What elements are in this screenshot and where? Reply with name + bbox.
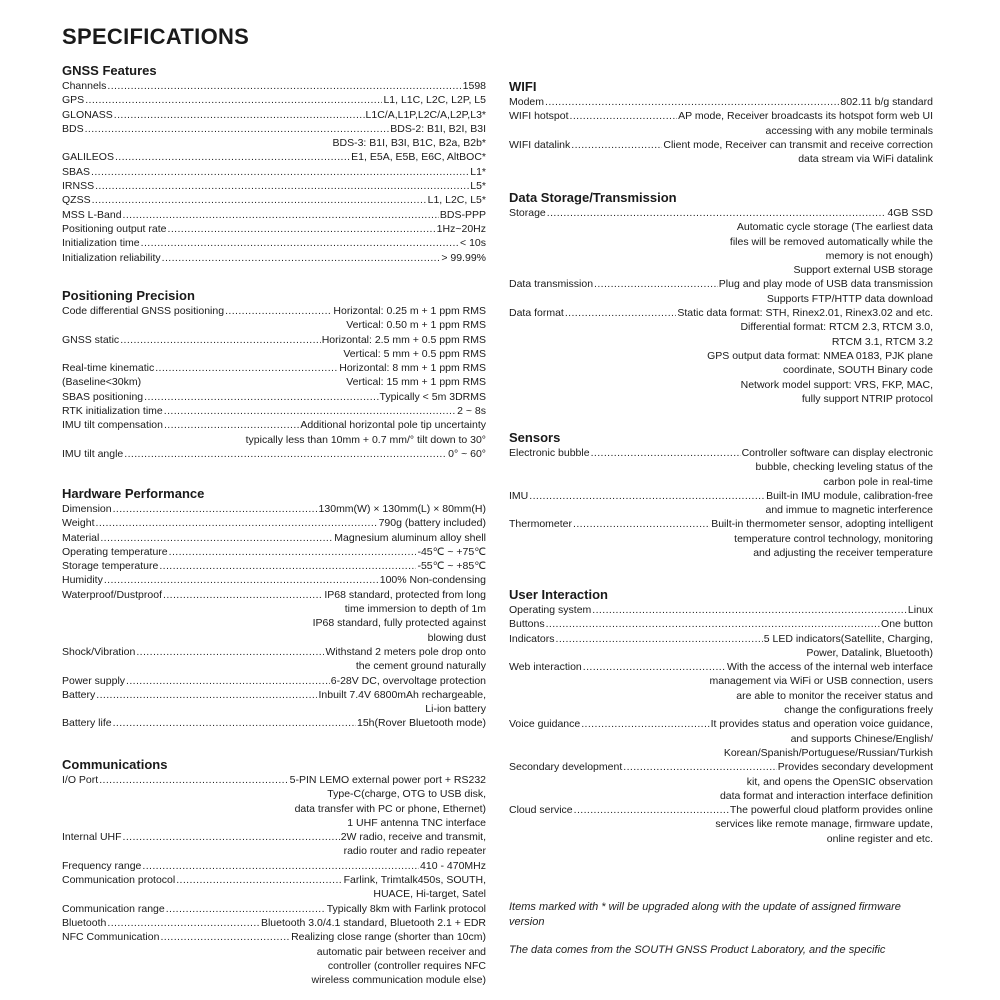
spec-row-power-supply <box>62 674 486 688</box>
spec-value: Withstand 2 meters pole drop onto <box>325 645 486 658</box>
spec-value-continued: automatic pair between receiver and <box>316 945 486 958</box>
spec-value: Farlink, Trimtalk450s, SOUTH, <box>343 874 486 887</box>
spec-value: Additional horizontal pole tip uncertainty <box>300 419 486 432</box>
leader-dots <box>124 447 447 461</box>
spec-label: Battery life <box>62 717 112 730</box>
spec-value-continued: change the configurations freely <box>784 704 933 717</box>
spec-value: 1Hz~20Hz <box>436 222 486 235</box>
spec-label: SBAS <box>62 165 91 178</box>
spec-value: 790g (battery included) <box>378 517 486 530</box>
leader-dots <box>100 531 333 545</box>
leader-dots <box>113 716 356 730</box>
footnote: The data comes from the SOUTH GNSS Product Laboratory, and the specific <box>509 944 886 956</box>
spec-value: BDS-PPP <box>439 208 486 221</box>
leader-dots <box>168 222 436 236</box>
spec-value: 2 ~ 8s <box>457 405 486 418</box>
spec-value: Built-in IMU module, calibration-free <box>766 489 933 502</box>
spec-value: Typically 8km with Farlink protocol <box>326 902 486 915</box>
leader-dots <box>144 390 378 404</box>
leader-dots <box>176 873 342 887</box>
spec-value: 2W radio, receive and transmit, <box>340 831 486 844</box>
spec-row-positioning-output-rate <box>62 222 486 236</box>
leader-dots <box>570 109 678 123</box>
spec-row-irnss <box>62 179 486 193</box>
leader-dots <box>592 603 907 617</box>
spec-row-voice-guidance <box>509 717 933 760</box>
page-title: SPECIFICATIONS <box>62 24 250 49</box>
leader-dots <box>85 122 390 136</box>
spec-label: Data format <box>509 307 564 320</box>
spec-row-imu <box>509 489 933 518</box>
spec-row-dimension <box>62 502 486 516</box>
spec-row-material <box>62 531 486 545</box>
spec-label: Modem <box>509 96 545 108</box>
spec-value-continued: kit, and opens the OpenSIC observation <box>746 775 933 788</box>
spec-label: WIFI hotspot <box>509 110 569 123</box>
spec-value-continued: Vertical: 5 mm + 0.5 ppm RMS <box>343 347 486 360</box>
spec-value-continued: the cement ground naturally <box>355 660 486 673</box>
leader-dots <box>120 333 321 347</box>
section-hardware-performance <box>62 486 486 731</box>
spec-label: Initialization reliability <box>62 251 161 264</box>
spec-value-continued: and adjusting the receiver temperature <box>753 547 933 560</box>
leader-dots <box>115 150 350 164</box>
spec-value-continued: memory is not enough) <box>825 249 933 262</box>
spec-row-operating-temperature <box>62 545 486 559</box>
spec-label: SBAS positioning <box>62 390 144 403</box>
spec-value-continued: data transfer with PC or phone, Ethernet) <box>294 802 486 815</box>
spec-row-operating-system <box>509 603 933 617</box>
spec-value: Bluetooth 3.0/4.1 standard, Bluetooth 2.1 + EDR <box>260 916 486 929</box>
footnote: Items marked with * will be upgraded along with the update of assigned firmware version <box>509 901 901 928</box>
spec-value-continued: accessing with any mobile terminals <box>765 124 933 137</box>
leader-dots <box>169 545 417 559</box>
spec-value: 4GB SSD <box>887 207 933 219</box>
section-wifi <box>509 79 933 166</box>
spec-row-wifi-datalink <box>509 138 933 167</box>
spec-row-secondary-development <box>509 760 933 803</box>
spec-value-continued: Differential format: RTCM 2.3, RTCM 3.0, <box>740 321 933 334</box>
spec-value: IP68 standard, protected from long <box>324 588 486 601</box>
spec-label: NFC Communication <box>62 931 160 944</box>
spec-value-continued: HUACE, Hi-target, Satel <box>373 888 486 901</box>
leader-dots <box>142 859 419 873</box>
spec-row-channels <box>62 79 486 93</box>
spec-value: It provides status and operation voice guidance, <box>710 718 933 731</box>
spec-value: Magnesium aluminum alloy shell <box>334 531 486 544</box>
spec-label: Storage <box>509 207 546 219</box>
spec-label: Operating temperature <box>62 545 168 558</box>
leader-dots <box>96 516 378 530</box>
spec-label: Indicators <box>509 632 555 645</box>
leader-dots <box>581 717 709 731</box>
spec-label: Bluetooth <box>62 916 107 929</box>
leader-dots <box>547 206 887 220</box>
leader-dots <box>107 916 260 930</box>
section-heading: Data Storage/Transmission <box>509 190 677 205</box>
leader-dots <box>556 632 763 646</box>
spec-row-nfc-communication <box>62 930 486 987</box>
spec-row-frequency-range <box>62 859 486 873</box>
spec-value-continued: controller (controller requires NFC <box>327 959 486 972</box>
leader-dots <box>545 95 839 109</box>
section-heading: Communications <box>62 757 168 772</box>
spec-row-battery-life <box>62 716 486 730</box>
leader-dots <box>136 645 324 659</box>
spec-label: Buttons <box>509 618 545 631</box>
spec-row-rtk-initialization-time <box>62 404 486 418</box>
leader-dots <box>163 588 323 602</box>
spec-value: Vertical: 15 mm + 1 ppm RMS <box>346 376 486 389</box>
spec-value: Horizontal: 0.25 m + 1 ppm RMS <box>333 305 486 317</box>
leader-dots <box>574 803 729 817</box>
spec-value-continued: fully support NTRIP protocol <box>801 392 933 405</box>
leader-dots <box>114 108 365 122</box>
spec-row-initialization-reliability <box>62 251 486 265</box>
spec-value-continued: carbon pole in real-time <box>823 475 933 488</box>
spec-row-code-differential-gnss-positioning <box>62 304 486 333</box>
section-data-storage-transmission <box>509 190 933 406</box>
leader-dots <box>113 502 318 516</box>
spec-value: 6-28V DC, overvoltage protection <box>330 674 486 687</box>
spec-label: Initialization time <box>62 237 140 250</box>
section-gnss-features <box>62 63 486 265</box>
spec-label: Frequency range <box>62 859 142 872</box>
spec-row-bds <box>62 122 486 151</box>
spec-value-continued: wireless communication module else) <box>311 974 486 987</box>
spec-value: Typically < 5m 3DRMS <box>379 390 486 403</box>
spec-row-glonass <box>62 108 486 122</box>
leader-dots <box>623 760 776 774</box>
spec-label: BDS <box>62 122 84 135</box>
section-positioning-precision <box>62 288 486 461</box>
spec-value-continued: time immersion to depth of 1m <box>344 603 486 616</box>
spec-label: RTK initialization time <box>62 405 163 418</box>
spec-value: Realizing close range (shorter than 10cm) <box>291 931 486 944</box>
spec-value: 802.11 b/g standard <box>840 96 933 108</box>
spec-label: Weight <box>62 517 95 530</box>
spec-label: Shock/Vibration <box>62 645 136 658</box>
spec-label: Communication range <box>62 902 165 915</box>
spec-row-battery <box>62 688 486 717</box>
spec-label: Battery <box>62 688 96 701</box>
spec-row-i-o-port <box>62 773 486 830</box>
spec-value: Provides secondary development <box>777 761 933 774</box>
leader-dots <box>99 773 288 787</box>
leader-dots <box>166 902 326 916</box>
spec-value: < 10s <box>460 237 486 250</box>
spec-value: AP mode, Receiver broadcasts its hotspot form web UI <box>678 110 933 123</box>
spec-value-continued: online register and etc. <box>826 832 933 845</box>
leader-dots <box>155 361 338 375</box>
leader-dots <box>591 446 741 460</box>
leader-dots <box>571 138 662 152</box>
spec-value-continued: blowing dust <box>427 631 486 644</box>
spec-label: GALILEOS <box>62 151 114 164</box>
spec-value-continued: BDS-3: B1I, B3I, B1C, B2a, B2b* <box>332 137 486 150</box>
spec-value: L1C/A,L1P,L2C/A,L2P,L3* <box>365 108 486 121</box>
spec-row-buttons <box>509 617 933 631</box>
spec-label: GPS <box>62 94 85 107</box>
spec-value-continued: Support external USB storage <box>793 264 933 277</box>
spec-value: Horizontal: 8 mm + 1 ppm RMS <box>339 362 486 375</box>
spec-value: 5-PIN LEMO external power port + RS232 <box>289 774 486 786</box>
spec-value: 5 LED indicators(Satellite, Charging, <box>763 632 933 645</box>
spec-label: Material <box>62 531 100 544</box>
spec-row-initialization-time <box>62 236 486 250</box>
spec-value: Static data format: STH, Rinex2.01, Rinex3.02 and etc. <box>677 307 933 320</box>
section-communications <box>62 757 486 987</box>
spec-row-qzss <box>62 193 486 207</box>
spec-value: One button <box>881 618 933 631</box>
spec-value-continued: coordinate, SOUTH Binary code <box>783 364 933 377</box>
spec-row-wifi-hotspot <box>509 109 933 138</box>
spec-label: QZSS <box>62 194 91 207</box>
spec-label: (Baseline<30km) <box>62 376 142 389</box>
leader-dots <box>225 304 332 318</box>
footnotes <box>509 900 933 972</box>
spec-value: 0° ~ 60° <box>448 447 486 460</box>
spec-row-web-interaction <box>509 660 933 717</box>
spec-value-continued: temperature control technology, monitoring <box>734 532 933 545</box>
spec-label: GLONASS <box>62 108 113 121</box>
section-heading: GNSS Features <box>62 63 157 78</box>
spec-row-storage-temperature <box>62 559 486 573</box>
leader-dots <box>92 193 427 207</box>
spec-row-baseline-30km <box>62 375 486 389</box>
spec-value: Controller software can display electronic <box>741 447 933 459</box>
spec-value-continued: GPS output data format: NMEA 0183, PJK plane <box>707 349 933 362</box>
section-heading: Hardware Performance <box>62 486 205 501</box>
leader-dots <box>104 573 379 587</box>
spec-row-internal-uhf <box>62 830 486 859</box>
spec-row-gnss-static <box>62 333 486 362</box>
spec-row-humidity <box>62 573 486 587</box>
leader-dots <box>162 251 441 265</box>
leader-dots <box>141 236 459 250</box>
spec-row-indicators <box>509 632 933 661</box>
spec-value-continued: management via WiFi or USB connection, users <box>709 675 933 688</box>
spec-value: Plug and play mode of USB data transmission <box>718 278 933 291</box>
leader-dots <box>123 208 439 222</box>
spec-value-continued: radio router and radio repeater <box>343 845 486 858</box>
spec-value-continued: and supports Chinese/English/ <box>790 732 933 745</box>
spec-value-continued: Automatic cycle storage (The earliest data <box>736 221 933 234</box>
spec-row-real-time-kinematic <box>62 361 486 375</box>
spec-value-continued: RTCM 3.1, RTCM 3.2 <box>831 335 933 348</box>
spec-value: BDS-2: B1I, B2I, B3I <box>390 122 486 135</box>
spec-value: -55℃ ~ +85℃ <box>417 560 486 573</box>
leader-dots <box>85 93 382 107</box>
spec-value: 130mm(W) × 130mm(L) × 80mm(H) <box>318 503 486 515</box>
spec-label: GNSS static <box>62 333 120 346</box>
spec-label: Operating system <box>509 604 592 616</box>
spec-row-weight <box>62 516 486 530</box>
leader-dots <box>160 930 290 944</box>
spec-row-mss-l-band <box>62 208 486 222</box>
spec-row-galileos <box>62 150 486 164</box>
spec-label: Storage temperature <box>62 560 159 573</box>
spec-value-continued: and immue to magnetic interference <box>765 504 933 517</box>
leader-dots <box>96 688 317 702</box>
spec-label: Thermometer <box>509 518 573 531</box>
spec-value: 1598 <box>462 80 486 92</box>
spec-value: Built-in thermometer sensor, adopting intelligent <box>711 518 933 531</box>
spec-row-storage <box>509 206 933 277</box>
spec-value: > 99.99% <box>441 251 486 264</box>
spec-label: Data transmission <box>509 278 594 291</box>
spec-label: Cloud service <box>509 804 573 817</box>
leader-dots <box>546 617 880 631</box>
spec-label: Positioning output rate <box>62 222 167 235</box>
spec-value: -45℃ ~ +75℃ <box>417 545 486 558</box>
spec-row-sbas <box>62 165 486 179</box>
section-heading: Positioning Precision <box>62 288 195 303</box>
spec-row-waterproof-dustproof <box>62 588 486 645</box>
spec-row-data-format <box>509 306 933 406</box>
spec-value-continued: Supports FTP/HTTP data download <box>766 292 933 305</box>
spec-value: Horizontal: 2.5 mm + 0.5 ppm RMS <box>321 333 486 346</box>
spec-value: L5* <box>470 180 486 193</box>
spec-row-bluetooth <box>62 916 486 930</box>
leader-dots <box>107 79 461 93</box>
spec-value: With the access of the internal web interface <box>726 661 933 674</box>
spec-value-continued: typically less than 10mm + 0.7 mm/° tilt down to 30° <box>245 433 486 446</box>
leader-dots <box>95 179 469 193</box>
spec-row-modem <box>509 95 933 109</box>
spec-value-continued: data stream via WiFi datalink <box>798 153 933 166</box>
spec-value: The powerful cloud platform provides online <box>729 804 933 817</box>
leader-dots <box>126 674 330 688</box>
spec-value-continued: Power, Datalink, Bluetooth) <box>806 646 933 659</box>
spec-value: Inbuilt 7.4V 6800mAh rechargeable, <box>318 688 486 701</box>
spec-label: Web interaction <box>509 661 582 674</box>
leader-dots <box>164 404 456 418</box>
spec-label: WIFI datalink <box>509 138 571 151</box>
spec-row-communication-protocol <box>62 873 486 902</box>
spec-value: 410 - 470MHz <box>420 859 486 872</box>
spec-label: Secondary development <box>509 761 623 774</box>
spec-row-data-transmission <box>509 277 933 306</box>
spec-value-continued: Vertical: 0.50 m + 1 ppm RMS <box>346 319 486 332</box>
spec-value: L1, L2C, L5* <box>427 194 486 207</box>
spec-value-continued: Network model support: VRS, FKP, MAC, <box>740 378 933 391</box>
spec-value-continued: services like remote manage, firmware update, <box>715 818 933 831</box>
leader-dots <box>529 489 765 503</box>
spec-row-cloud-service <box>509 803 933 846</box>
section-user-interaction <box>509 587 933 846</box>
spec-label: MSS L-Band <box>62 208 122 221</box>
spec-value: Client mode, Receiver can transmit and receive correction <box>663 138 933 151</box>
spec-label: Channels <box>62 80 107 92</box>
spec-value: 100% Non-condensing <box>379 574 486 587</box>
section-heading: Sensors <box>509 430 561 445</box>
section-heading: User Interaction <box>509 587 608 602</box>
leader-dots <box>594 277 718 291</box>
leader-dots <box>164 418 299 432</box>
spec-value: E1, E5A, E5B, E6C, AltBOC* <box>351 151 486 164</box>
spec-value-continued: Li-ion battery <box>425 703 486 716</box>
spec-value-continued: bubble, checking leveling status of the <box>755 461 933 474</box>
spec-label: IMU tilt compensation <box>62 419 163 432</box>
spec-value-continued: data format and interaction interface definition <box>719 789 933 802</box>
spec-row-imu-tilt-angle <box>62 447 486 461</box>
spec-label: Dimension <box>62 503 112 515</box>
spec-row-electronic-bubble <box>509 446 933 489</box>
leader-dots <box>159 559 416 573</box>
spec-row-imu-tilt-compensation <box>62 418 486 447</box>
spec-label: IRNSS <box>62 180 95 193</box>
section-heading: WIFI <box>509 79 537 94</box>
spec-label: Power supply <box>62 674 126 687</box>
spec-row-communication-range <box>62 902 486 916</box>
spec-value: L1* <box>470 165 486 178</box>
spec-label: Communication protocol <box>62 874 176 887</box>
leader-dots <box>123 830 340 844</box>
spec-value: Linux <box>907 604 933 616</box>
spec-value-continued: Type-C(charge, OTG to USB disk, <box>327 788 486 801</box>
spec-label: Humidity <box>62 574 103 587</box>
leader-dots <box>565 306 677 320</box>
spec-label: Code differential GNSS positioning <box>62 305 225 317</box>
spec-value: L1, L1C, L2C, L2P, L5 <box>383 94 486 107</box>
spec-value-continued: 1 UHF antenna TNC interface <box>347 816 486 829</box>
section-sensors <box>509 430 933 560</box>
spec-row-sbas-positioning <box>62 390 486 404</box>
spec-label: I/O Port <box>62 774 99 786</box>
leader-dots <box>583 660 726 674</box>
spec-label: IMU tilt angle <box>62 447 124 460</box>
spec-row-gps <box>62 93 486 107</box>
spec-value-continued: are able to monitor the receiver status and <box>736 689 933 702</box>
spec-label: IMU <box>509 489 529 502</box>
spec-value: 15h(Rover Bluetooth mode) <box>357 717 486 730</box>
spec-label: Real-time kinematic <box>62 362 155 375</box>
spec-row-shock-vibration <box>62 645 486 674</box>
spec-value-continued: IP68 standard, fully protected against <box>312 617 486 630</box>
leader-dots <box>573 517 710 531</box>
spec-label: Electronic bubble <box>509 447 590 459</box>
spec-value-continued: files will be removed automatically while the <box>729 235 933 248</box>
spec-label: Waterproof/Dustproof <box>62 588 162 601</box>
spec-row-thermometer <box>509 517 933 560</box>
spec-value-continued: Korean/Spanish/Portuguese/Russian/Turkish <box>723 746 933 759</box>
spec-label: Internal UHF <box>62 831 122 844</box>
leader-dots <box>91 165 469 179</box>
spec-label: Voice guidance <box>509 718 581 731</box>
